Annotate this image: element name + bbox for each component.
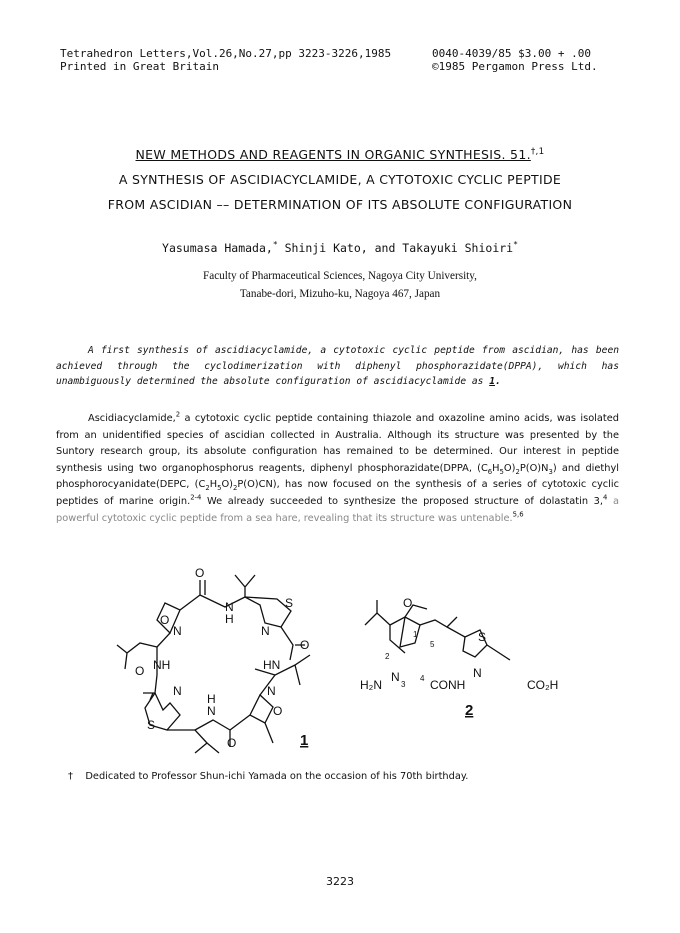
atom-label: S <box>147 718 156 732</box>
macrocycle-bonds <box>117 575 510 753</box>
affiliation-line-2: Tanabe-dori, Mizuho-ku, Nagoya 467, Japan <box>239 288 441 300</box>
atom-label: CONH <box>430 678 466 692</box>
atom-labels <box>135 566 558 750</box>
atom-label: N <box>207 704 216 718</box>
abstract: A first synthesis of ascidiacyclamide, a cytotoxic cyclic peptide from ascidian, has been achieved through the cyclodimerization with diphenyl phosphorazidate(DPPA), which has unambiguously determined the absolute configuration of ascidiacyclamide as 1. <box>56 345 619 387</box>
title-line-1: NEW METHODS AND REAGENTS IN ORGANIC SYNTHESIS. 51.$^{\dagger,1}$ <box>135 146 545 162</box>
body-paragraph: Ascidiacyclamide,$^2$ a cytotoxic cyclic peptide containing thiazole and oxazoline amino acids, was isolated from an unidentified species of ascidian collected in Australia. Although its structure was presented by the Suntory research group, its absolute configuration has remained to be determined. Our interest in peptide synthesis using two organophosphorus reagents, diphenyl phosphorazidate(DPPA, $(C_6H_5O)_2P(O)N_3$) and diethyl phosphorocyanidate(DEPC, $(C_2H_5O)_2P(O)CN$), has now focused on the synthesis of a series of cytotoxic cyclic peptides of marine origin.$^{2-4}$ We already succeeded to synthesize the proposed structure of dolastatin 3,$^4$ a powerful cytotoxic cyclic peptide from a sea hare, revealing that its structure was untenable.$^{5,6}$ <box>56 410 619 524</box>
atom-label: O <box>160 613 170 627</box>
atom-label: N <box>173 684 182 698</box>
svg-text:1: 1 <box>413 630 418 639</box>
footnote: † Dedicated to Professor Shun-ichi Yamada on the occasion of his 70th birthday. <box>68 771 469 782</box>
svg-text:2: 2 <box>385 652 390 661</box>
chemical-structures-figure <box>95 565 625 755</box>
atom-label: O <box>135 664 145 678</box>
svg-text:4: 4 <box>420 674 425 683</box>
atom-label: N <box>173 624 182 638</box>
atom-label: H <box>225 612 234 626</box>
author-list: Yasumasa Hamada,* Shinji Kato, and Takayuki Shioiri* <box>162 240 518 255</box>
atom-label: N <box>391 670 400 684</box>
title-line-3: FROM ASCIDIAN –– DETERMINATION OF ITS ABSOLUTE CONFIGURATION <box>107 197 573 212</box>
atom-label: H <box>207 692 216 706</box>
atom-label: O <box>300 638 310 652</box>
atom-label: N <box>267 684 276 698</box>
svg-text:5: 5 <box>430 640 435 649</box>
atom-label: N <box>261 624 270 638</box>
atom-label: NH <box>153 658 171 672</box>
atom-label: O <box>403 596 413 610</box>
affiliation-line-1: Faculty of Pharmaceutical Sciences, Nagoya City University, <box>203 270 477 282</box>
atom-label: S <box>285 596 294 610</box>
dagger-icon: † <box>68 771 73 782</box>
svg-text:3: 3 <box>401 680 406 689</box>
atom-label: O <box>195 566 205 580</box>
author-star: * <box>513 240 518 250</box>
atom-label: H₂N <box>360 678 382 692</box>
page-number: 3223 <box>326 875 354 888</box>
atom-label: O <box>227 736 237 750</box>
journal-copyright: 0040-4039/85 $3.00 + .00 ©1985 Pergamon Press Ltd. <box>432 47 598 73</box>
atom-label: N <box>473 666 482 680</box>
title-line-2: A SYNTHESIS OF ASCIDIACYCLAMIDE, A CYTOTOXIC CYCLIC PEPTIDE <box>118 172 562 187</box>
atom-label: O <box>273 704 283 718</box>
compound-label-1: 1 <box>300 732 309 749</box>
journal-citation: Tetrahedron Letters,Vol.26,No.27,pp 3223-3226,1985 Printed in Great Britain <box>60 47 392 73</box>
atom-label: HN <box>263 658 281 672</box>
atom-label: S <box>478 630 487 644</box>
compound-label-2: 2 <box>465 702 474 719</box>
atom-label: N <box>225 600 234 614</box>
atom-label: CO₂H <box>527 678 559 692</box>
